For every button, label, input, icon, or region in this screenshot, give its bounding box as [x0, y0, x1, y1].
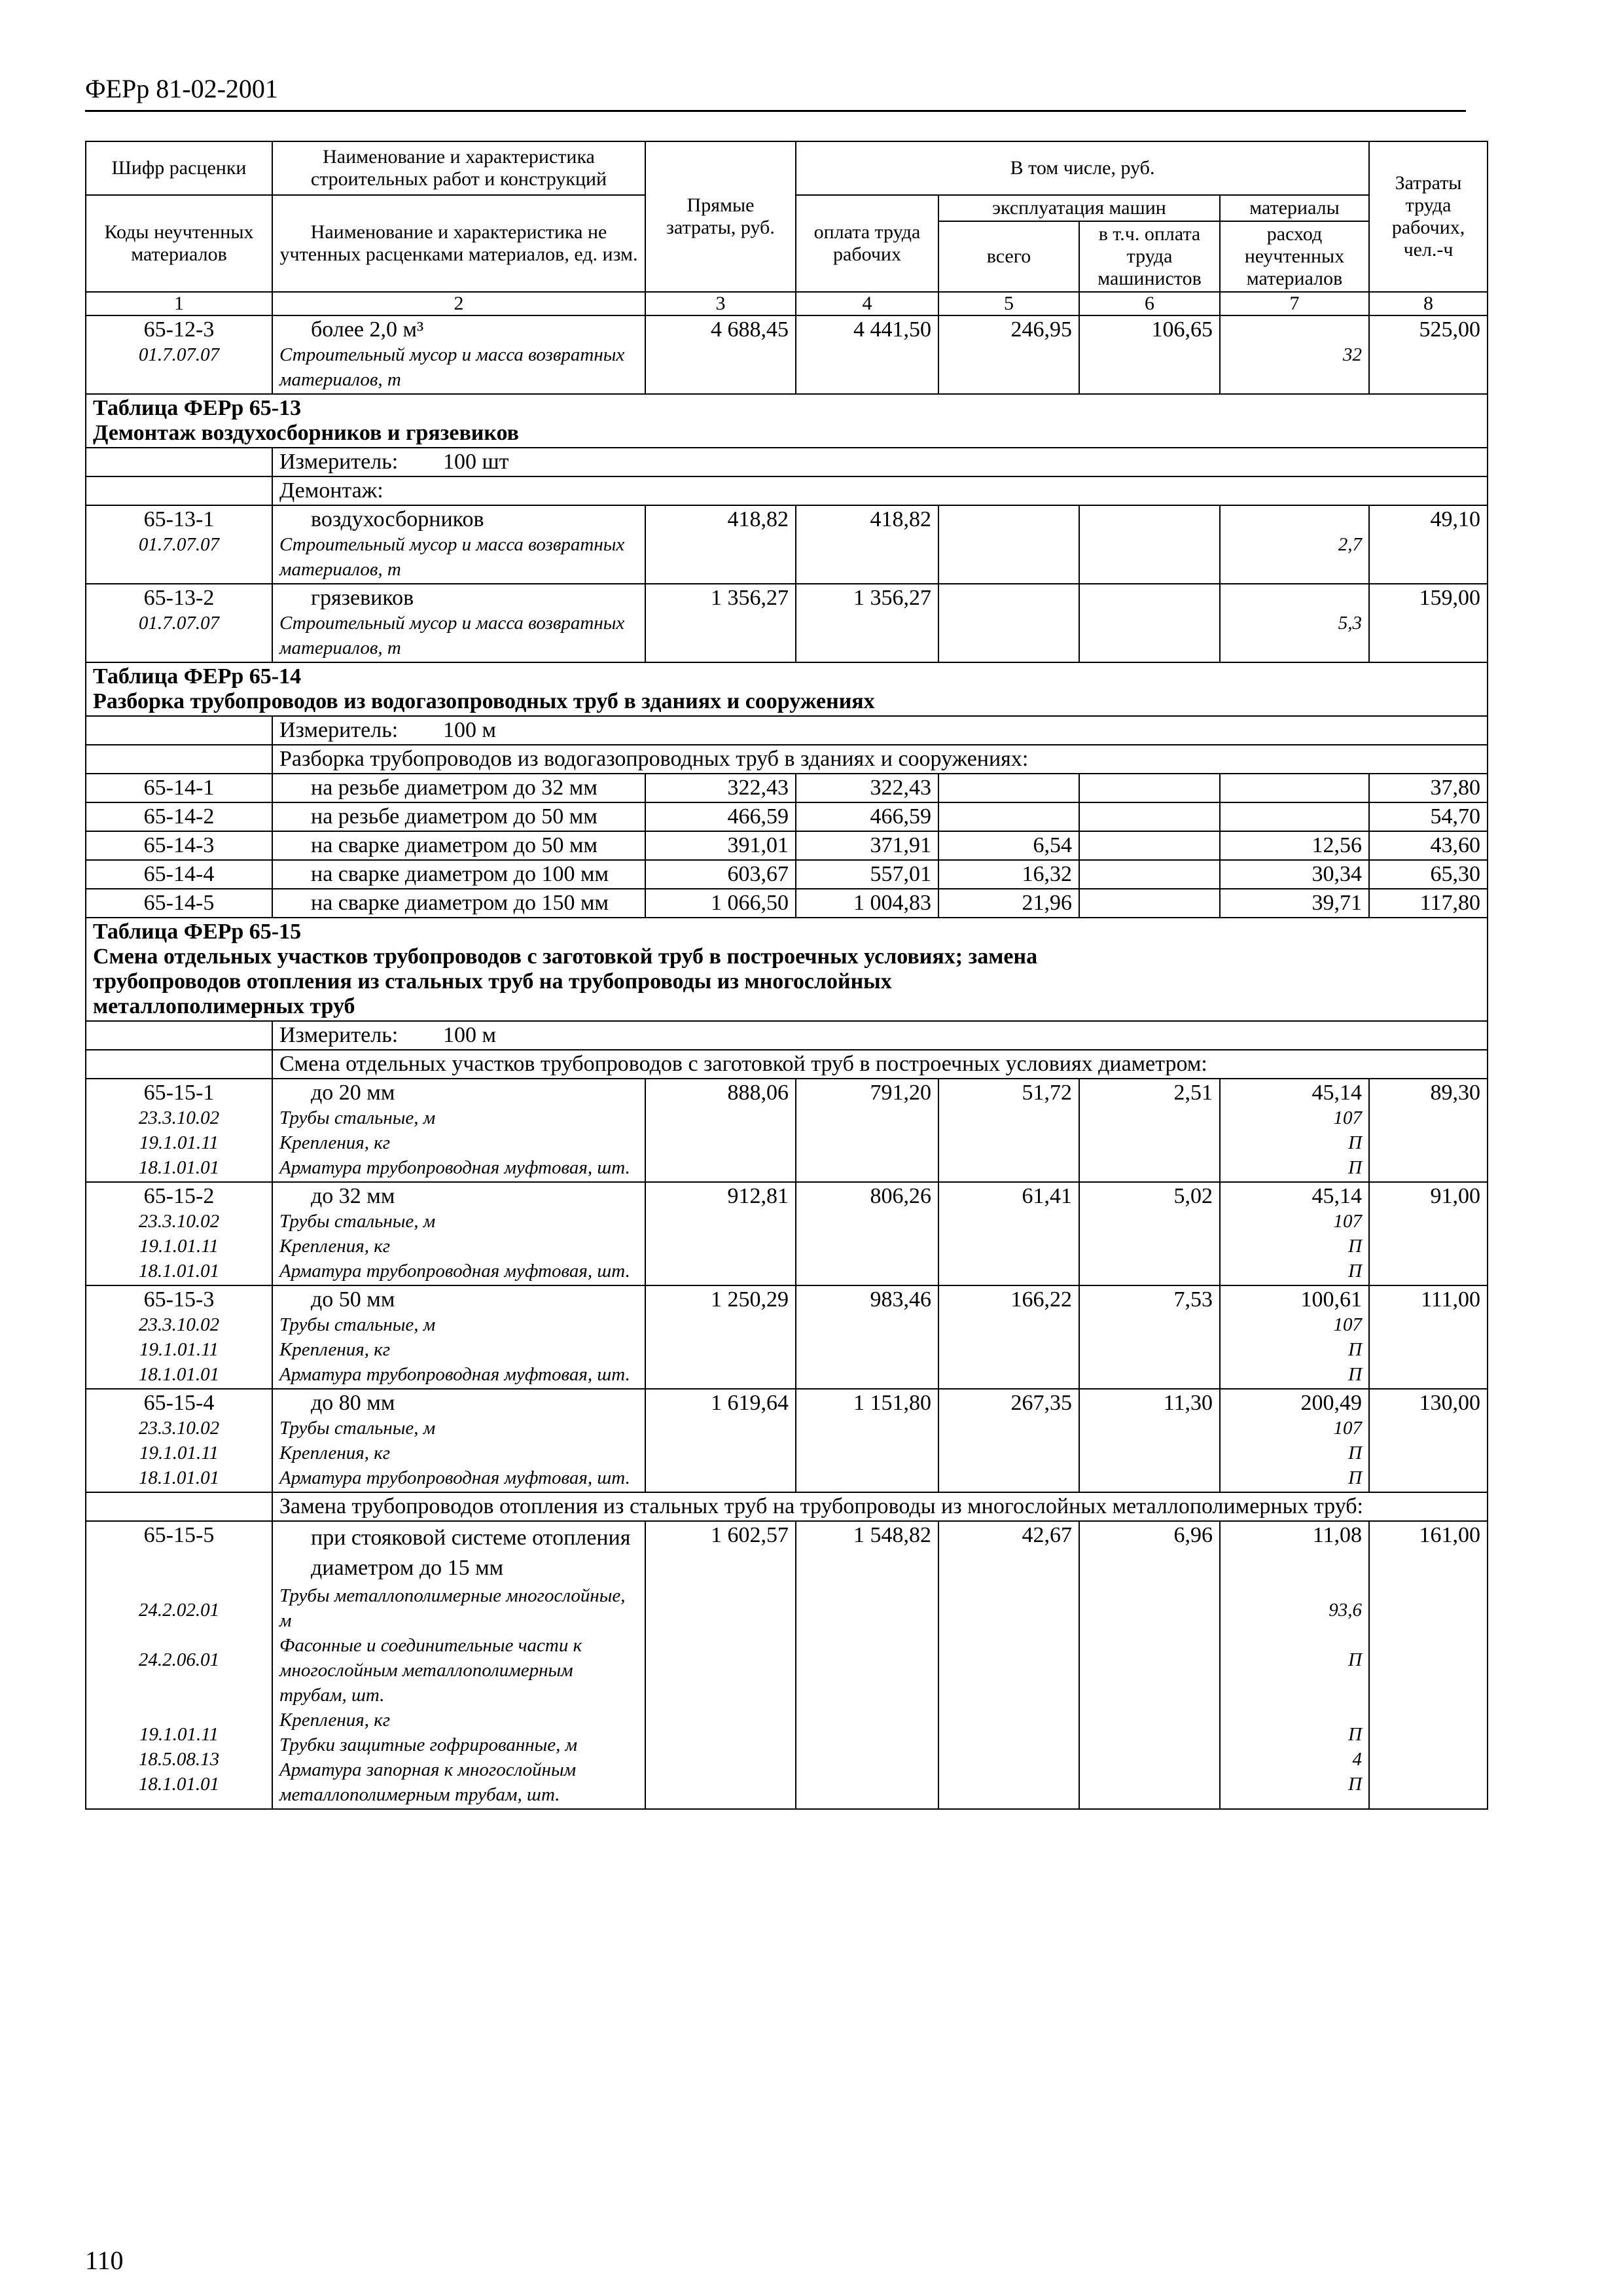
material-code: 18.1.01.01: [138, 1261, 220, 1282]
material-code: 01.7.07.07: [138, 613, 220, 634]
h-col2a: Наименование и характеристика строительных работ и конструкций: [272, 141, 645, 195]
labor-cost: 1 548,82: [796, 1521, 938, 1809]
h-num-2: 2: [272, 292, 645, 315]
work-name: на сварке диаметром до 150 мм: [272, 889, 645, 918]
material-code: 18.1.01.01: [138, 1364, 220, 1385]
material-name: Трубы металлополимерные многослойные, м: [279, 1585, 626, 1631]
material-name: Крепления, кг: [279, 1710, 391, 1731]
rate-code: 65-14-3: [86, 831, 272, 860]
machinists-cost: 5,02: [1079, 1182, 1220, 1285]
material-name: Трубы стальные, м: [279, 1107, 436, 1128]
table-row: [86, 1285, 1488, 1389]
material-value: П: [1348, 1467, 1363, 1488]
h-num-5: 5: [938, 292, 1079, 315]
direct-cost: 322,43: [645, 774, 796, 802]
table-row: [86, 889, 1488, 918]
labor-hours: 54,70: [1369, 802, 1488, 831]
direct-cost: 1 066,50: [645, 889, 796, 918]
rate-code: 65-13-1: [143, 507, 215, 531]
labor-cost: 322,43: [796, 774, 938, 802]
materials-value: 30,34: [1220, 860, 1369, 889]
labor-hours: 525,00: [1369, 315, 1488, 394]
material-code: 01.7.07.07: [138, 344, 220, 365]
work-name: на резьбе диаметром до 32 мм: [272, 774, 645, 802]
machines-total: 246,95: [938, 315, 1079, 394]
material-name: Арматура трубопроводная муфтовая, шт.: [279, 1261, 630, 1282]
table-row: [86, 1521, 1488, 1809]
work-name: на сварке диаметром до 100 мм: [272, 860, 645, 889]
labor-hours: 130,00: [1369, 1389, 1488, 1492]
material-value: 107: [1333, 1418, 1363, 1439]
labor-hours: 159,00: [1369, 584, 1488, 662]
material-code: 23.3.10.02: [138, 1314, 220, 1335]
labor-cost: 1 004,83: [796, 889, 938, 918]
table-13-title: Демонтаж воздухосборников и грязевиков: [93, 421, 520, 445]
work-name: при стояковой системе отопления диаметром до 15 мм: [311, 1526, 631, 1580]
machines-total: 42,67: [938, 1521, 1079, 1809]
materials-value: 39,71: [1220, 889, 1369, 918]
direct-cost: 1 250,29: [645, 1285, 796, 1389]
h-num-3: 3: [645, 292, 796, 315]
direct-cost: 466,59: [645, 802, 796, 831]
machines-total: 61,41: [938, 1182, 1079, 1285]
work-name: воздухосборников: [311, 507, 484, 531]
material-value: П: [1348, 1774, 1363, 1795]
material-value: П: [1348, 1236, 1363, 1257]
h-col7: расход неучтенных материалов: [1220, 221, 1369, 292]
material-value: 107: [1333, 1314, 1363, 1335]
material-name: Трубы стальные, м: [279, 1211, 436, 1232]
materials-value: [1220, 802, 1369, 831]
machines-total: 16,32: [938, 860, 1079, 889]
material-code: 24.2.06.01: [138, 1649, 220, 1670]
direct-cost: 391,01: [645, 831, 796, 860]
materials-value: 11,08: [1312, 1523, 1363, 1547]
rate-code: 65-15-1: [143, 1081, 215, 1105]
material-code: 24.2.02.01: [138, 1600, 220, 1621]
material-value: П: [1348, 1339, 1363, 1360]
machines-total: [938, 802, 1079, 831]
table-row: [86, 831, 1488, 860]
material-value: 32: [1343, 344, 1363, 365]
materials-value: 45,14: [1311, 1081, 1363, 1105]
materials-value: 45,14: [1311, 1184, 1363, 1208]
machinists-cost: 7,53: [1079, 1285, 1220, 1389]
table-row: [86, 1079, 1488, 1182]
table-row: [86, 774, 1488, 802]
labor-hours: 117,80: [1369, 889, 1488, 918]
work-name: до 32 мм: [311, 1184, 395, 1208]
material-value: 93,6: [1329, 1600, 1363, 1621]
measure-value: 100 шт: [443, 450, 509, 474]
material-value: П: [1348, 1364, 1363, 1385]
material-code: 18.1.01.01: [138, 1774, 220, 1795]
machines-total: 166,22: [938, 1285, 1079, 1389]
rate-code: 65-15-4: [143, 1391, 215, 1415]
labor-cost: 4 441,50: [796, 315, 938, 394]
labor-hours: 91,00: [1369, 1182, 1488, 1285]
table-row: [86, 315, 1488, 394]
material-value: П: [1348, 1132, 1363, 1153]
table-14-title: Разборка трубопроводов из водогазопроводных труб в зданиях и сооружениях: [93, 689, 875, 713]
material-value: П: [1348, 1443, 1363, 1463]
materials-value: 100,61: [1300, 1287, 1363, 1312]
h-num-1: 1: [86, 292, 272, 315]
header-numbers-row: [86, 292, 1488, 315]
labor-cost: 1 356,27: [796, 584, 938, 662]
material-name: Фасонные и соединительные части к многослойным металлополимерным трубам, шт.: [279, 1635, 582, 1706]
direct-cost: 1 619,64: [645, 1389, 796, 1492]
labor-cost: 1 151,80: [796, 1389, 938, 1492]
material-value: 2,7: [1338, 534, 1363, 555]
table-row: [86, 802, 1488, 831]
machines-total: [938, 774, 1079, 802]
material-code: 19.1.01.11: [139, 1132, 219, 1153]
rate-code: 65-14-4: [86, 860, 272, 889]
machines-total: 51,72: [938, 1079, 1079, 1182]
table-row: [86, 1182, 1488, 1285]
material-value: П: [1348, 1261, 1363, 1282]
rate-code: 65-14-5: [86, 889, 272, 918]
table-14-number: Таблица ФЕРр 65-14: [93, 664, 302, 689]
labor-cost: 557,01: [796, 860, 938, 889]
rate-code: 65-14-2: [86, 802, 272, 831]
labor-cost: 418,82: [796, 505, 938, 584]
header-rule: [85, 110, 1466, 112]
direct-cost: 888,06: [645, 1079, 796, 1182]
labor-hours: 161,00: [1369, 1521, 1488, 1809]
direct-cost: 912,81: [645, 1182, 796, 1285]
material-name: Арматура трубопроводная муфтовая, шт.: [279, 1467, 630, 1488]
h-col3: Прямые затраты, руб.: [645, 141, 796, 292]
material-name: Трубы стальные, м: [279, 1314, 436, 1335]
table-row: [86, 505, 1488, 584]
work-name: до 20 мм: [311, 1081, 395, 1105]
section-title: Демонтаж:: [272, 476, 1488, 505]
h-num-4: 4: [796, 292, 938, 315]
direct-cost: 4 688,45: [645, 315, 796, 394]
measure-value: 100 м: [443, 1023, 497, 1047]
material-code: 19.1.01.11: [139, 1339, 219, 1360]
material-name: Крепления, кг: [279, 1443, 391, 1463]
rates-table: [85, 141, 1488, 1810]
material-code: 18.5.08.13: [138, 1749, 220, 1770]
h-num-7: 7: [1220, 292, 1369, 315]
section-title: Разборка трубопроводов из водогазопроводных труб в зданиях и сооружениях:: [272, 745, 1488, 774]
material-code: 19.1.01.11: [139, 1236, 219, 1257]
material-code: 23.3.10.02: [138, 1107, 220, 1128]
h-col8: Затраты труда рабочих, чел.-ч: [1369, 141, 1488, 292]
material-code: 19.1.01.11: [139, 1724, 219, 1745]
material-value: 4: [1352, 1749, 1363, 1770]
material-name: Крепления, кг: [279, 1132, 391, 1153]
rate-code: 65-15-3: [143, 1287, 215, 1312]
h-col6: в т.ч. оплата труда машинистов: [1079, 221, 1220, 292]
measure-label: Измеритель:: [279, 450, 399, 474]
work-name: на резьбе диаметром до 50 мм: [272, 802, 645, 831]
material-value: П: [1348, 1724, 1363, 1745]
material-name: Строительный мусор и масса возвратных материалов, т: [279, 534, 625, 580]
direct-cost: 603,67: [645, 860, 796, 889]
h-incl: В том числе, руб.: [796, 141, 1369, 195]
table-row: [86, 860, 1488, 889]
materials-value: 200,49: [1300, 1391, 1363, 1415]
material-name: Арматура трубопроводная муфтовая, шт.: [279, 1157, 630, 1178]
h-machines: эксплуатация машин: [938, 195, 1220, 221]
material-code: 19.1.01.11: [139, 1443, 219, 1463]
machinists-cost: 11,30: [1079, 1389, 1220, 1492]
machines-total: 267,35: [938, 1389, 1079, 1492]
rate-code: 65-15-5: [143, 1523, 215, 1547]
table-row: [86, 1389, 1488, 1492]
h-materials: материалы: [1220, 195, 1369, 221]
work-name: более 2,0 м³: [311, 317, 424, 342]
labor-hours: 43,60: [1369, 831, 1488, 860]
material-code: 01.7.07.07: [138, 534, 220, 555]
table-15-title: Смена отдельных участков трубопроводов с заготовкой труб в построечных условиях; замена трубопроводов отопления из стальных труб на трубопроводы из многослойных металлополимерных труб: [93, 944, 1038, 1018]
labor-hours: 37,80: [1369, 774, 1488, 802]
machines-total: 21,96: [938, 889, 1079, 918]
material-name: Трубы стальные, м: [279, 1418, 436, 1439]
rate-code: 65-14-1: [86, 774, 272, 802]
section-title: Смена отдельных участков трубопроводов с заготовкой труб в построечных условиях диаметром:: [272, 1050, 1488, 1079]
material-code: 23.3.10.02: [138, 1211, 220, 1232]
measure-label: Измеритель:: [279, 1023, 399, 1047]
direct-cost: 1 356,27: [645, 584, 796, 662]
machines-total: 6,54: [938, 831, 1079, 860]
material-name: Арматура запорная к многослойным металлополимерным трубам, шт.: [279, 1759, 577, 1805]
material-code: 23.3.10.02: [138, 1418, 220, 1439]
material-value: 107: [1333, 1107, 1363, 1128]
machinists-cost: 6,96: [1079, 1521, 1220, 1809]
section-title: Замена трубопроводов отопления из стальных труб на трубопроводы из многослойных металлополимерных труб:: [272, 1492, 1488, 1521]
material-name: Трубки защитные гофрированные, м: [279, 1734, 578, 1755]
work-name: до 80 мм: [311, 1391, 395, 1415]
material-name: Крепления, кг: [279, 1339, 391, 1360]
material-name: Строительный мусор и масса возвратных материалов, т: [279, 344, 625, 390]
rate-code: 65-13-2: [143, 586, 215, 610]
labor-cost: 466,59: [796, 802, 938, 831]
table-13-number: Таблица ФЕРр 65-13: [93, 396, 302, 420]
material-name: Арматура трубопроводная муфтовая, шт.: [279, 1364, 630, 1385]
h-col4: оплата труда рабочих: [796, 195, 938, 292]
direct-cost: 418,82: [645, 505, 796, 584]
h-col5: всего: [938, 221, 1079, 292]
machinists-cost: 106,65: [1079, 315, 1220, 394]
labor-hours: 111,00: [1369, 1285, 1488, 1389]
rate-code: 65-15-2: [143, 1184, 215, 1208]
labor-hours: 49,10: [1369, 505, 1488, 584]
h-col1a: Шифр расценки: [86, 141, 272, 195]
h-col1b: Коды неучтенных материалов: [86, 195, 272, 292]
labor-cost: 371,91: [796, 831, 938, 860]
labor-hours: 89,30: [1369, 1079, 1488, 1182]
table-15-number: Таблица ФЕРр 65-15: [93, 920, 302, 944]
material-code: 18.1.01.01: [138, 1467, 220, 1488]
h-num-8: 8: [1369, 292, 1488, 315]
material-name: Строительный мусор и масса возвратных материалов, т: [279, 613, 625, 658]
material-code: 18.1.01.01: [138, 1157, 220, 1178]
material-name: Крепления, кг: [279, 1236, 391, 1257]
work-name: на сварке диаметром до 50 мм: [272, 831, 645, 860]
labor-cost: 983,46: [796, 1285, 938, 1389]
material-value: 5,3: [1338, 613, 1363, 634]
materials-value: 12,56: [1220, 831, 1369, 860]
material-value: 107: [1333, 1211, 1363, 1232]
h-col2b: Наименование и характеристика не учтенных расценками материалов, ед. изм.: [272, 195, 645, 292]
labor-cost: 806,26: [796, 1182, 938, 1285]
work-name: грязевиков: [311, 586, 414, 610]
labor-cost: 791,20: [796, 1079, 938, 1182]
material-value: П: [1348, 1649, 1363, 1670]
rate-code: 65-12-3: [143, 317, 215, 342]
document-code: ФЕРр 81-02-2001: [85, 74, 278, 103]
direct-cost: 1 602,57: [645, 1521, 796, 1809]
labor-hours: 65,30: [1369, 860, 1488, 889]
work-name: до 50 мм: [311, 1287, 395, 1312]
header-row-1: [86, 141, 1488, 195]
materials-value: [1220, 774, 1369, 802]
h-num-6: 6: [1079, 292, 1220, 315]
material-value: П: [1348, 1157, 1363, 1178]
page-number: 110: [85, 2246, 124, 2275]
measure-value: 100 м: [443, 718, 497, 742]
table-row: [86, 584, 1488, 662]
measure-label: Измеритель:: [279, 718, 399, 742]
machinists-cost: 2,51: [1079, 1079, 1220, 1182]
